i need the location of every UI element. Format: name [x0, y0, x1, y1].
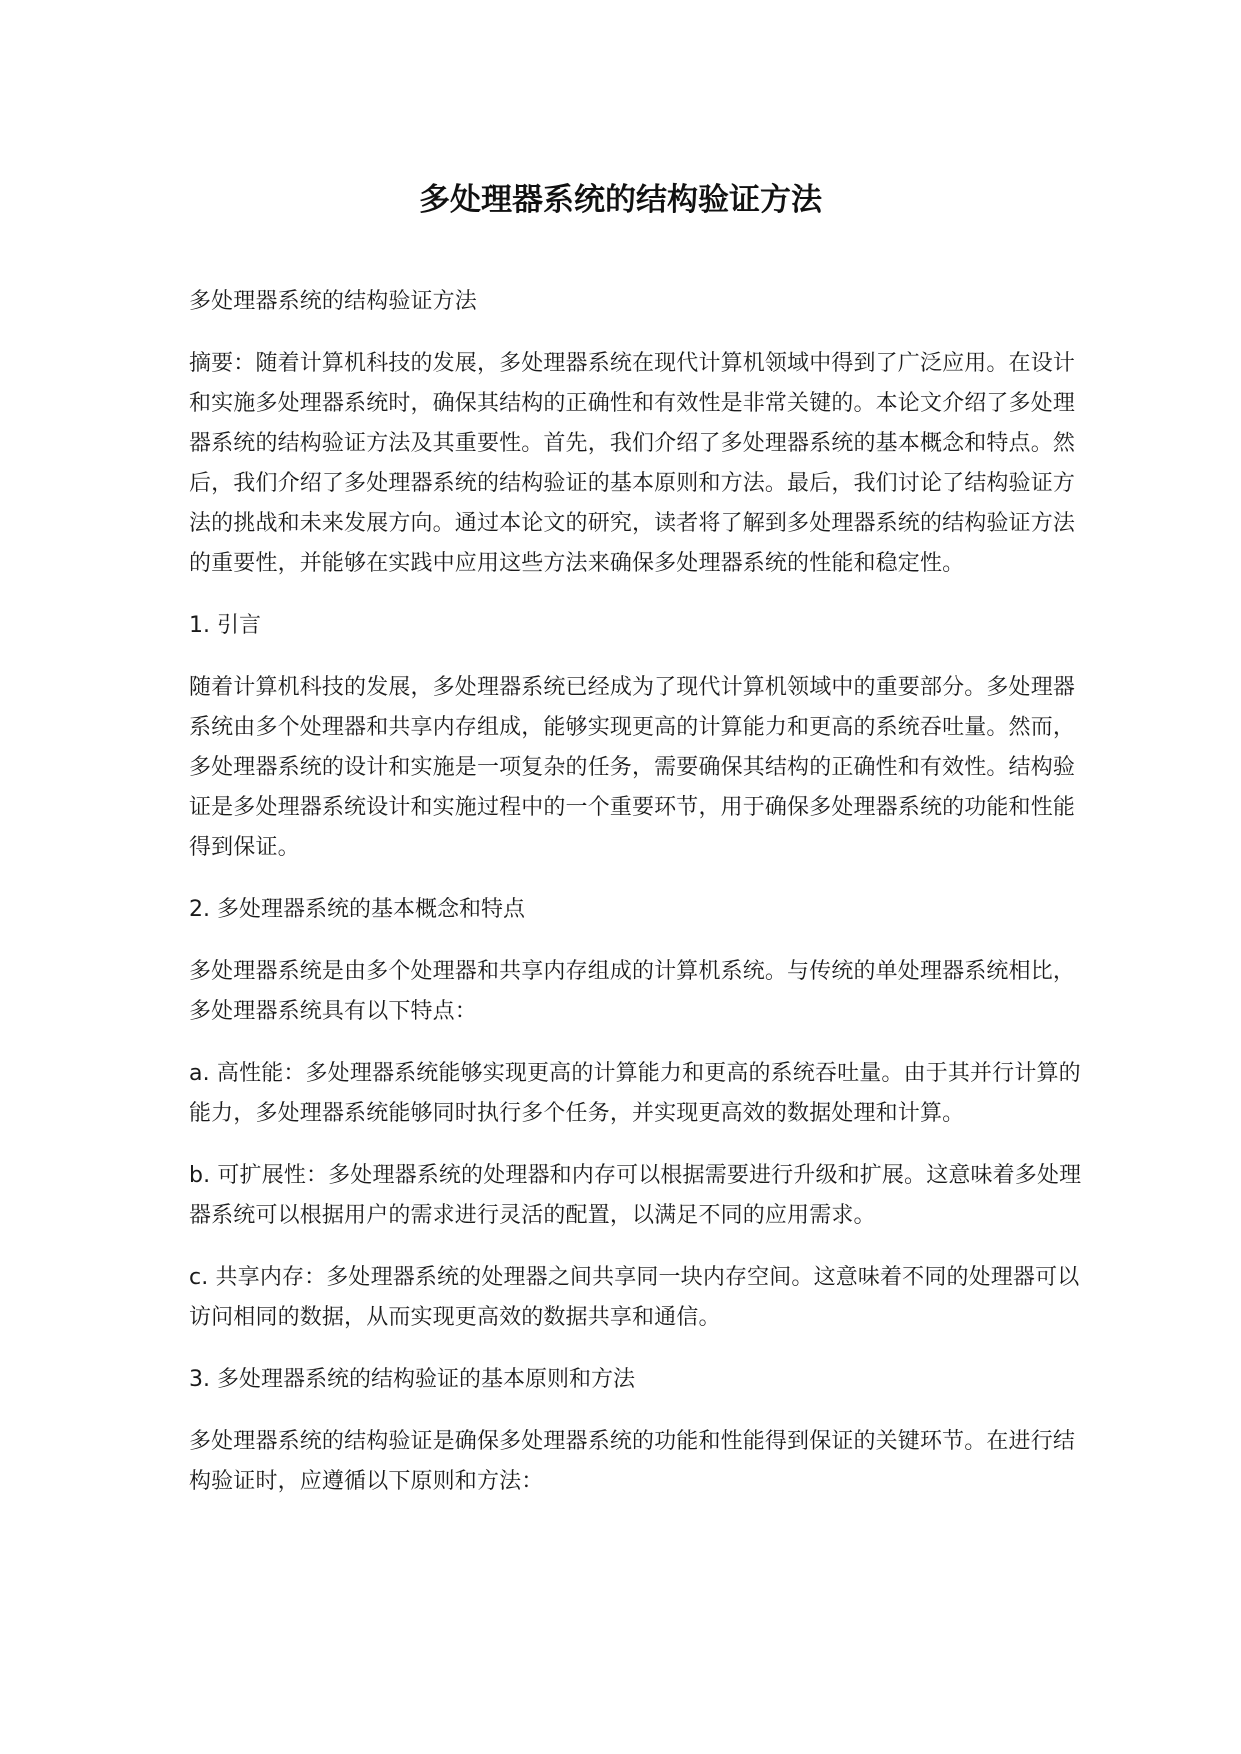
section-heading-introduction: 1. 引言 — [189, 613, 261, 638]
section-heading-verification: 3. 多处理器系统的结构验证的基本原则和方法 — [189, 1367, 635, 1392]
subtitle-line: 多处理器系统的结构验证方法 — [189, 289, 477, 314]
document-body — [189, 282, 1089, 1524]
section-heading-concepts: 2. 多处理器系统的基本概念和特点 — [189, 897, 525, 922]
abstract-paragraph: 摘要：随着计算机科技的发展，多处理器系统在现代计算机领域中得到了广泛应用。在设计和实施多处理器系统时，确保其结构的正确性和有效性是非常关键的。本论文介绍了多处理器系统的结构验证方法及其重要性。首先，我们介绍了多处理器系统的基本概念和特点。然后，我们介绍了多处理器系统的结构验证的基本原则和方法。最后，我们讨论了结构验证方法的挑战和未来发展方向。通过本论文的研究，读者将了解到多处理器系统的结构验证方法的重要性，并能够在实践中应用这些方法来确保多处理器系统的性能和稳定性。 — [189, 351, 1076, 576]
feature-item-shared-memory: c. 共享内存：多处理器系统的处理器之间共享同一块内存空间。这意味着不同的处理器可以访问相同的数据，从而实现更高效的数据共享和通信。 — [189, 1265, 1080, 1330]
concepts-paragraph: 多处理器系统是由多个处理器和共享内存组成的计算机系统。与传统的单处理器系统相比，多处理器系统具有以下特点： — [189, 959, 1076, 1024]
verification-paragraph: 多处理器系统的结构验证是确保多处理器系统的功能和性能得到保证的关键环节。在进行结构验证时，应遵循以下原则和方法： — [189, 1429, 1076, 1494]
feature-item-scalability: b. 可扩展性：多处理器系统的处理器和内存可以根据需要进行升级和扩展。这意味着多处理器系统可以根据用户的需求进行灵活的配置，以满足不同的应用需求。 — [189, 1163, 1082, 1228]
feature-item-performance: a. 高性能：多处理器系统能够实现更高的计算能力和更高的系统吞吐量。由于其并行计算的能力，多处理器系统能够同时执行多个任务，并实现更高效的数据处理和计算。 — [189, 1061, 1081, 1126]
introduction-paragraph: 随着计算机科技的发展，多处理器系统已经成为了现代计算机领域中的重要部分。多处理器系统由多个处理器和共享内存组成，能够实现更高的计算能力和更高的系统吞吐量。然而，多处理器系统的设计和实施是一项复杂的任务，需要确保其结构的正确性和有效性。结构验证是多处理器系统设计和实施过程中的一个重要环节，用于确保多处理器系统的功能和性能得到保证。 — [189, 675, 1076, 860]
document-title: 多处理器系统的结构验证方法 — [419, 182, 822, 218]
